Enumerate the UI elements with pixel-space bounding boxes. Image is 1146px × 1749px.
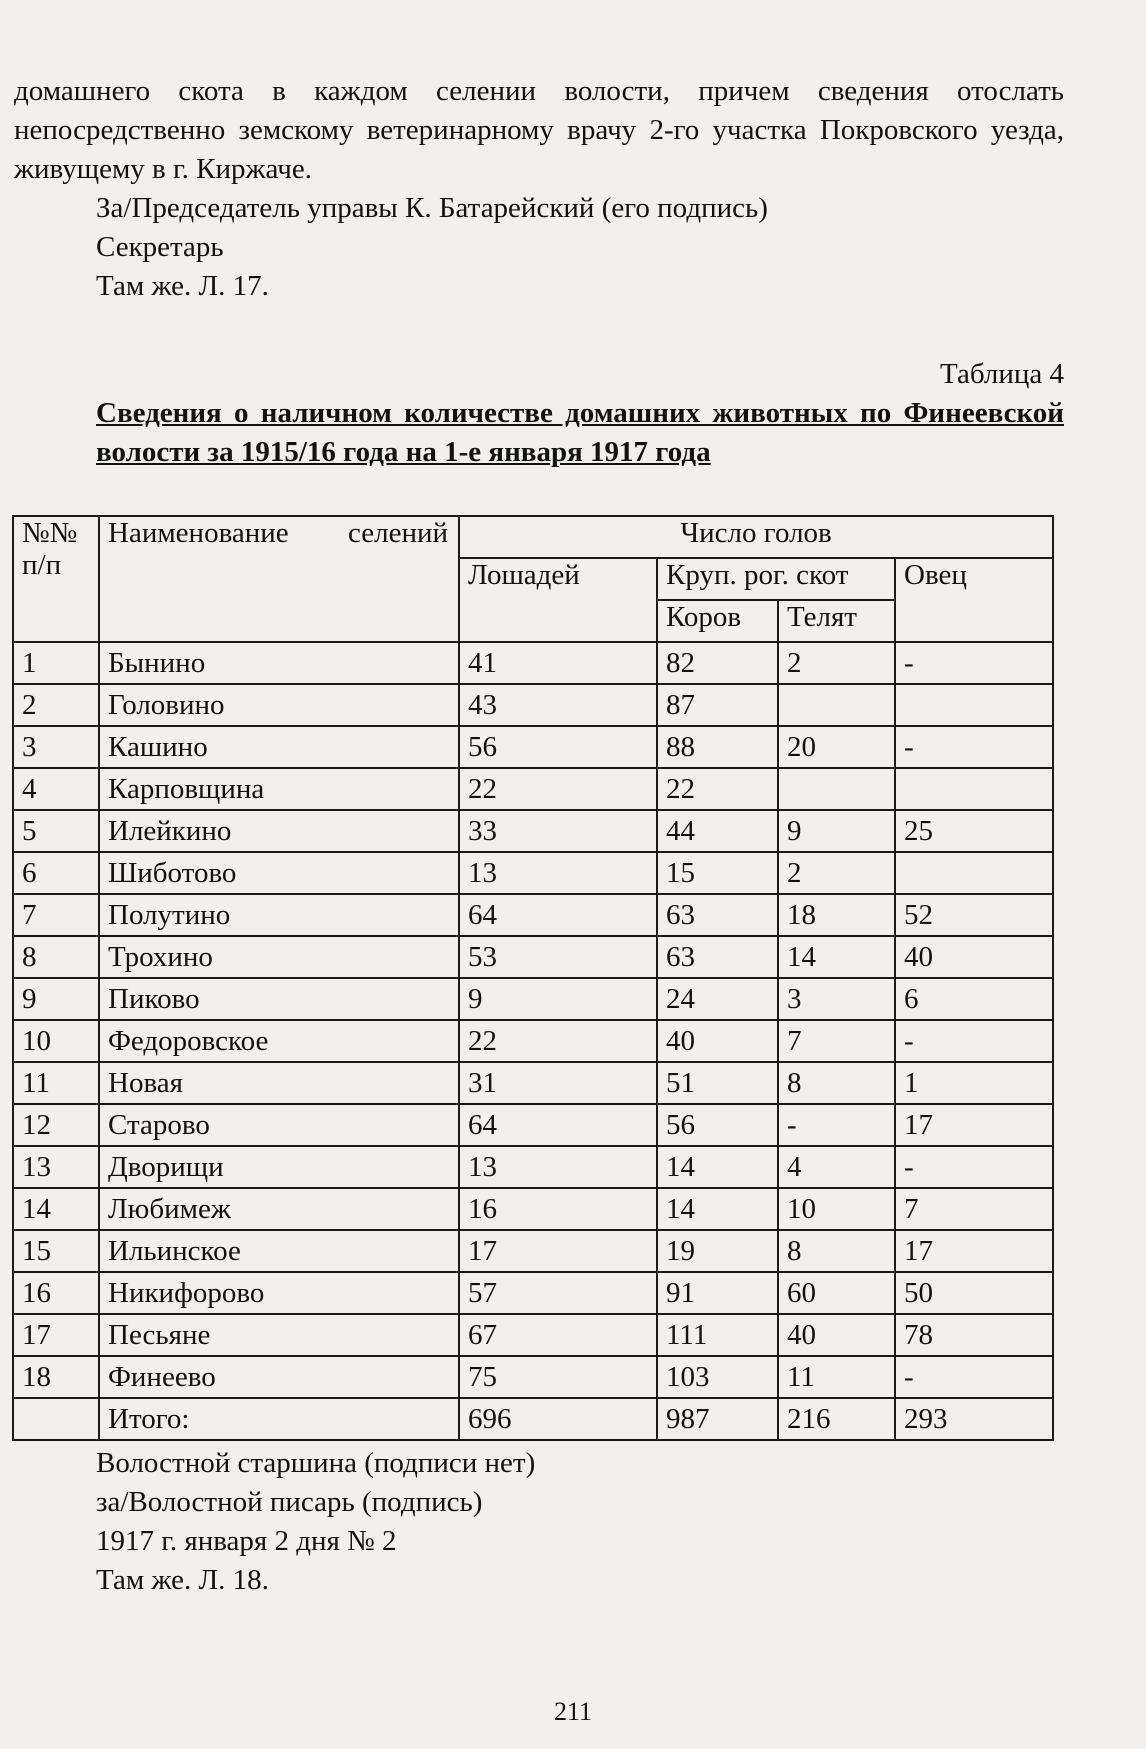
page-number: 211 [553,1697,593,1726]
cell-number: 13 [13,1146,99,1188]
table-row [13,978,1053,1020]
cell-horses: 22 [459,1020,657,1062]
cell-sheep: 17 [895,1230,1053,1272]
cell-cows: 40 [657,1020,778,1062]
cell-sheep: 40 [895,936,1053,978]
cell-horses: 33 [459,810,657,852]
cell-number: 1 [13,642,99,684]
cell-calves: 2 [778,852,895,894]
cell-horses: 9 [459,978,657,1020]
cell-horses: 56 [459,726,657,768]
cell-village: Бынино [99,642,459,684]
table-total-row [13,1398,1053,1440]
cell-sheep: - [895,1356,1053,1398]
cell-horses: 64 [459,894,657,936]
cell-sheep: - [895,726,1053,768]
cell-village: Карповщина [99,768,459,810]
signature-chairman: За/Председатель управы К. Батарейский (его подпись) [96,192,768,224]
cell-calves: 3 [778,978,895,1020]
cell-horses: 13 [459,852,657,894]
intro-paragraph: домашнего скота в каждом селении волости, причем сведения отослать непосредственно земскому ветеринарному врачу 2-го участка Покровского уезда, живущему в г. Киржаче. [14,75,1064,185]
table-row [13,726,1053,768]
cell-village: Новая [99,1062,459,1104]
source-reference-2: Там же. Л. 18. [96,1564,269,1596]
cell-number: 18 [13,1356,99,1398]
cell-calves: 20 [778,726,895,768]
cell-number: 12 [13,1104,99,1146]
cell-calves: 40 [778,1314,895,1356]
cell-sheep: 50 [895,1272,1053,1314]
cell-village: Пиково [99,978,459,1020]
cell-number: 8 [13,936,99,978]
cell-village: Дворищи [99,1146,459,1188]
cell-horses: 67 [459,1314,657,1356]
cell-calves [778,684,895,726]
cell-cows: 91 [657,1272,778,1314]
cell-sheep: - [895,642,1053,684]
cell-horses: 53 [459,936,657,978]
cell-sheep: 25 [895,810,1053,852]
cell-calves: 8 [778,1230,895,1272]
cell-sheep: 1 [895,1062,1053,1104]
cell-number: 10 [13,1020,99,1062]
cell-sheep: 293 [895,1398,1053,1440]
cell-cows: 15 [657,852,778,894]
cell-horses: 57 [459,1272,657,1314]
cell-number: 15 [13,1230,99,1272]
cell-sheep [895,684,1053,726]
cell-cows: 63 [657,894,778,936]
header-calves: Телят [778,600,895,642]
cell-sheep: 78 [895,1314,1053,1356]
table-row [13,894,1053,936]
table-title: Сведения о наличном количестве домашних животных по Финеевской волости за 1915/16 года на 1-е января 1917 года [96,397,1064,468]
cell-number: 5 [13,810,99,852]
table-row [13,1314,1053,1356]
cell-horses: 41 [459,642,657,684]
header-sheep: Овец [895,558,1053,642]
table-row [13,768,1053,810]
header-horses: Лошадей [459,558,657,642]
table-row [13,1146,1053,1188]
cell-calves: - [778,1104,895,1146]
cell-cows: 44 [657,810,778,852]
cell-village: Никифорово [99,1272,459,1314]
cell-number: 16 [13,1272,99,1314]
cell-sheep: 17 [895,1104,1053,1146]
cell-number: 11 [13,1062,99,1104]
cell-cows: 14 [657,1146,778,1188]
cell-number: 17 [13,1314,99,1356]
cell-sheep: - [895,1020,1053,1062]
table-row [13,1062,1053,1104]
table-label: Таблица 4 [939,358,1064,390]
table-row [13,1104,1053,1146]
table-row [13,810,1053,852]
cell-horses: 17 [459,1230,657,1272]
cell-cows: 87 [657,684,778,726]
cell-village: Песьяне [99,1314,459,1356]
source-reference-1: Там же. Л. 17. [96,270,269,302]
cell-calves: 2 [778,642,895,684]
cell-sheep: 6 [895,978,1053,1020]
cell-calves: 60 [778,1272,895,1314]
signature-elder: Волостной старшина (подписи нет) [96,1447,536,1479]
cell-village: Федоровское [99,1020,459,1062]
cell-village: Ильинское [99,1230,459,1272]
cell-cows: 88 [657,726,778,768]
cell-number: 7 [13,894,99,936]
cell-horses: 696 [459,1398,657,1440]
cell-number: 2 [13,684,99,726]
cell-horses: 13 [459,1146,657,1188]
cell-cows: 63 [657,936,778,978]
cell-village: Старово [99,1104,459,1146]
cell-calves [778,768,895,810]
cell-number: 6 [13,852,99,894]
cell-horses: 31 [459,1062,657,1104]
table-row [13,1230,1053,1272]
cell-cows: 14 [657,1188,778,1230]
table-header-row [13,516,1053,558]
header-num: №№ п/п [13,516,99,642]
cell-calves: 8 [778,1062,895,1104]
cell-cows: 987 [657,1398,778,1440]
cell-calves: 7 [778,1020,895,1062]
cell-horses: 43 [459,684,657,726]
cell-horses: 16 [459,1188,657,1230]
cell-calves: 18 [778,894,895,936]
cell-number: 9 [13,978,99,1020]
livestock-table [12,515,1054,1441]
header-name: Наименование селений [99,516,459,642]
cell-village: Итого: [99,1398,459,1440]
cell-number: 14 [13,1188,99,1230]
cell-calves: 9 [778,810,895,852]
cell-cows: 19 [657,1230,778,1272]
cell-sheep [895,852,1053,894]
table-row [13,1188,1053,1230]
table-row [13,1020,1053,1062]
cell-calves: 14 [778,936,895,978]
table-row [13,684,1053,726]
cell-village: Любимеж [99,1188,459,1230]
signature-secretary: Секретарь [96,231,224,263]
cell-horses: 75 [459,1356,657,1398]
cell-calves: 4 [778,1146,895,1188]
cell-sheep: - [895,1146,1053,1188]
cell-cows: 103 [657,1356,778,1398]
cell-calves: 10 [778,1188,895,1230]
cell-cows: 51 [657,1062,778,1104]
cell-cows: 24 [657,978,778,1020]
cell-village: Полутино [99,894,459,936]
cell-village: Финеево [99,1356,459,1398]
table-row [13,852,1053,894]
cell-calves: 216 [778,1398,895,1440]
cell-number [13,1398,99,1440]
table-row [13,642,1053,684]
cell-horses: 64 [459,1104,657,1146]
signature-clerk: за/Волостной писарь (подпись) [96,1486,483,1518]
header-head-count: Число голов [459,516,1053,558]
table-row [13,1356,1053,1398]
cell-cows: 22 [657,768,778,810]
table-row [13,936,1053,978]
cell-number: 3 [13,726,99,768]
table-body [13,516,1053,1440]
cell-horses: 22 [459,768,657,810]
cell-village: Илейкино [99,810,459,852]
cell-sheep: 52 [895,894,1053,936]
cell-village: Головино [99,684,459,726]
table-row [13,1272,1053,1314]
cell-village: Трохино [99,936,459,978]
document-date: 1917 г. января 2 дня № 2 [96,1525,397,1557]
cell-cows: 82 [657,642,778,684]
cell-calves: 11 [778,1356,895,1398]
cell-sheep [895,768,1053,810]
cell-sheep: 7 [895,1188,1053,1230]
cell-number: 4 [13,768,99,810]
header-cows: Коров [657,600,778,642]
header-cattle: Круп. рог. скот [657,558,895,600]
cell-village: Шиботово [99,852,459,894]
cell-cows: 56 [657,1104,778,1146]
cell-village: Кашино [99,726,459,768]
cell-cows: 111 [657,1314,778,1356]
